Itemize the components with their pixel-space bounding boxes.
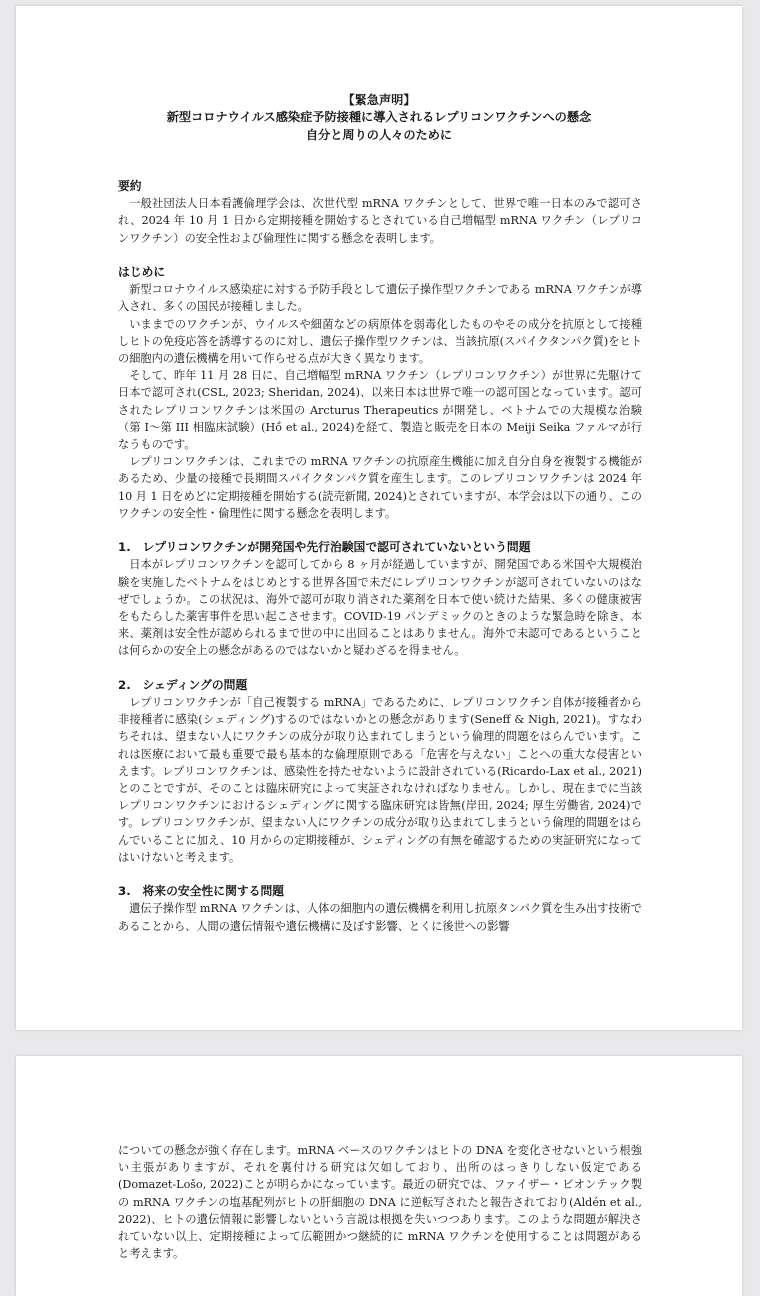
- title-sub-line: 自分と周りの人々のために: [305, 127, 453, 142]
- summary-paragraph: 一般社団法人日本看護倫理学会は、次世代型 mRNA ワクチンとして、世界で唯一日本のみで認可され、2024 年 10 月 1 日から定期接種を開始するとされている自己増幅型 mRNA ワクチン（レプリコンワクチン）の安全性および倫理性に関する懸念を表明します。: [118, 197, 642, 245]
- section-2-heading: 2. シェディングの問題: [118, 677, 248, 692]
- document-title: [16, 92, 742, 144]
- title-bracket-line: 【緊急声明】: [342, 93, 416, 107]
- intro-heading: はじめに: [118, 265, 166, 279]
- section-3-paragraph-start: 遺伝子操作型 mRNA ワクチンは、人体の細胞内の遺伝機構を利用し抗原タンパク質を生み出す技術であることから、人間の遺伝情報や遺伝機構に及ぼす影響、とくに後世への影響: [118, 902, 642, 933]
- section-3-heading: 3. 将来の安全性に関する問題: [118, 884, 285, 899]
- document-page-1: [16, 6, 742, 1030]
- intro-paragraph-2: いままでのワクチンが、ウイルスや細菌などの病原体を弱毒化したものやその成分を抗原として接種しヒトの免疫応答を誘導するのに対し、遺伝子操作型ワクチンは、当該抗原(スパイクタンパク質)をヒトの細胞内の遺伝機構を用いて作らせる点が大きく異なります。: [118, 317, 642, 366]
- page-2-body: [118, 1142, 642, 1262]
- summary-heading: 要約: [118, 179, 142, 193]
- document-page-2: [16, 1056, 742, 1296]
- page-1-body: [118, 178, 642, 935]
- section-2-paragraph: レプリコンワクチンが「自己複製する mRNA」であるために、レプリコンワクチン自体が接種者から非接種者に感染(シェディング)するのではないかとの懸念があります(Seneff & Nigh, 2021)。すなわちそれは、望まない人にワクチンの成分が取り込まれてしまうという倫理的問題をはらんでいます。これは医療において最も重要で最も基本的な倫理原則である「危害を与えない」ことへの重大な侵害といえます。レプリコンワクチンは、感染性を持たせないように設計されている(Ricardo-Lax et al., 2021)とのことですが、そのことは臨床研究によって実証されなければなりません。しかし、現在までに当該レプリコンワクチンにおけるシェディングに関する臨床研究は皆無(岸田, 2024; 厚生労働省, 2024)です。レプリコンワクチンが、望まない人にワクチンの成分が取り込まれてしまうという倫理的問題をはらんでいることに加え、10 月からの定期接種が、シェディングの有無を確認するための実証研究になってはいけないと考えます。: [118, 696, 642, 864]
- section-3-paragraph-continued: についての懸念が強く存在します。mRNA ベースのワクチンはヒトの DNA を変化させないという根強い主張がありますが、それを裏付ける研究は欠如しており、出所のはっきりしない仮定である(Domazet-Lošo, 2022)ことが明らかになっています。最近の研究では、ファイザー・ビオンテック製の mRNA ワクチンの塩基配列がヒトの肝細胞の DNA に逆転写されたと報告されており(Aldén et al., 2022)、ヒトの遺伝情報に影響しないという言説は根拠を失いつつあります。このような問題が解決されていない以上、定期接種によって広範囲かつ継続的に mRNA ワクチンを使用することは問題があると考えます。: [118, 1144, 642, 1261]
- intro-paragraph-3: そして、昨年 11 月 28 日に、自己増幅型 mRNA ワクチン（レプリコンワクチン）が世界に先駆けて日本で認可され(CSL, 2023; Sheridan, 2024)、以来日本は世界で唯一の認可国となっています。認可されたレプリコンワクチンは米国の Arcturus Therapeutics が開発し、ベトナムでの大規模な治験（第 I〜第 III 相臨床試験）(Hồ et al., 2024)を経て、製造と販売を日本の Meiji Seika ファルマが行なうものです。: [118, 369, 642, 452]
- section-1-heading: 1. レプリコンワクチンが開発国や先行治験国で認可されていないという問題: [118, 540, 531, 555]
- title-main-line: 新型コロナウイルス感染症予防接種に導入されるレプリコンワクチンへの懸念: [166, 110, 592, 125]
- intro-paragraph-4: レプリコンワクチンは、これまでの mRNA ワクチンの抗原産生機能に加え自分自身を複製する機能があるため、少量の接種で長期間スパイクタンパク質を産生します。このレプリコンワクチンは 2024 年 10 月 1 日をめどに定期接種を開始する(読売新聞, 2024)とされていますが、本学会は以下の通り、このワクチンの安全性・倫理性に関する懸念を表明します。: [118, 455, 642, 520]
- section-1-paragraph: 日本がレプリコンワクチンを認可してから 8 ヶ月が経過していますが、開発国である米国や大規模治験を実施したベトナムをはじめとする世界各国で未だにレプリコンワクチンが認可されていないのはなぜでしょうか。この状況は、海外で認可が取り消された薬剤を日本で使い続けた結果、多くの健康被害をもたらした薬害事件を思い起こさせます。COVID-19 パンデミックのときのような緊急時を除き、本来、薬剤は安全性が認められるまで世の中に出回ることはありません。海外で未認可であるということは何らかの安全上の懸念があるのではないかと疑わざるを得ません。: [118, 558, 642, 658]
- intro-paragraph-1: 新型コロナウイルス感染症に対する予防手段として遺伝子操作型ワクチンである mRNA ワクチンが導入され、多くの国民が接種しました。: [118, 283, 642, 314]
